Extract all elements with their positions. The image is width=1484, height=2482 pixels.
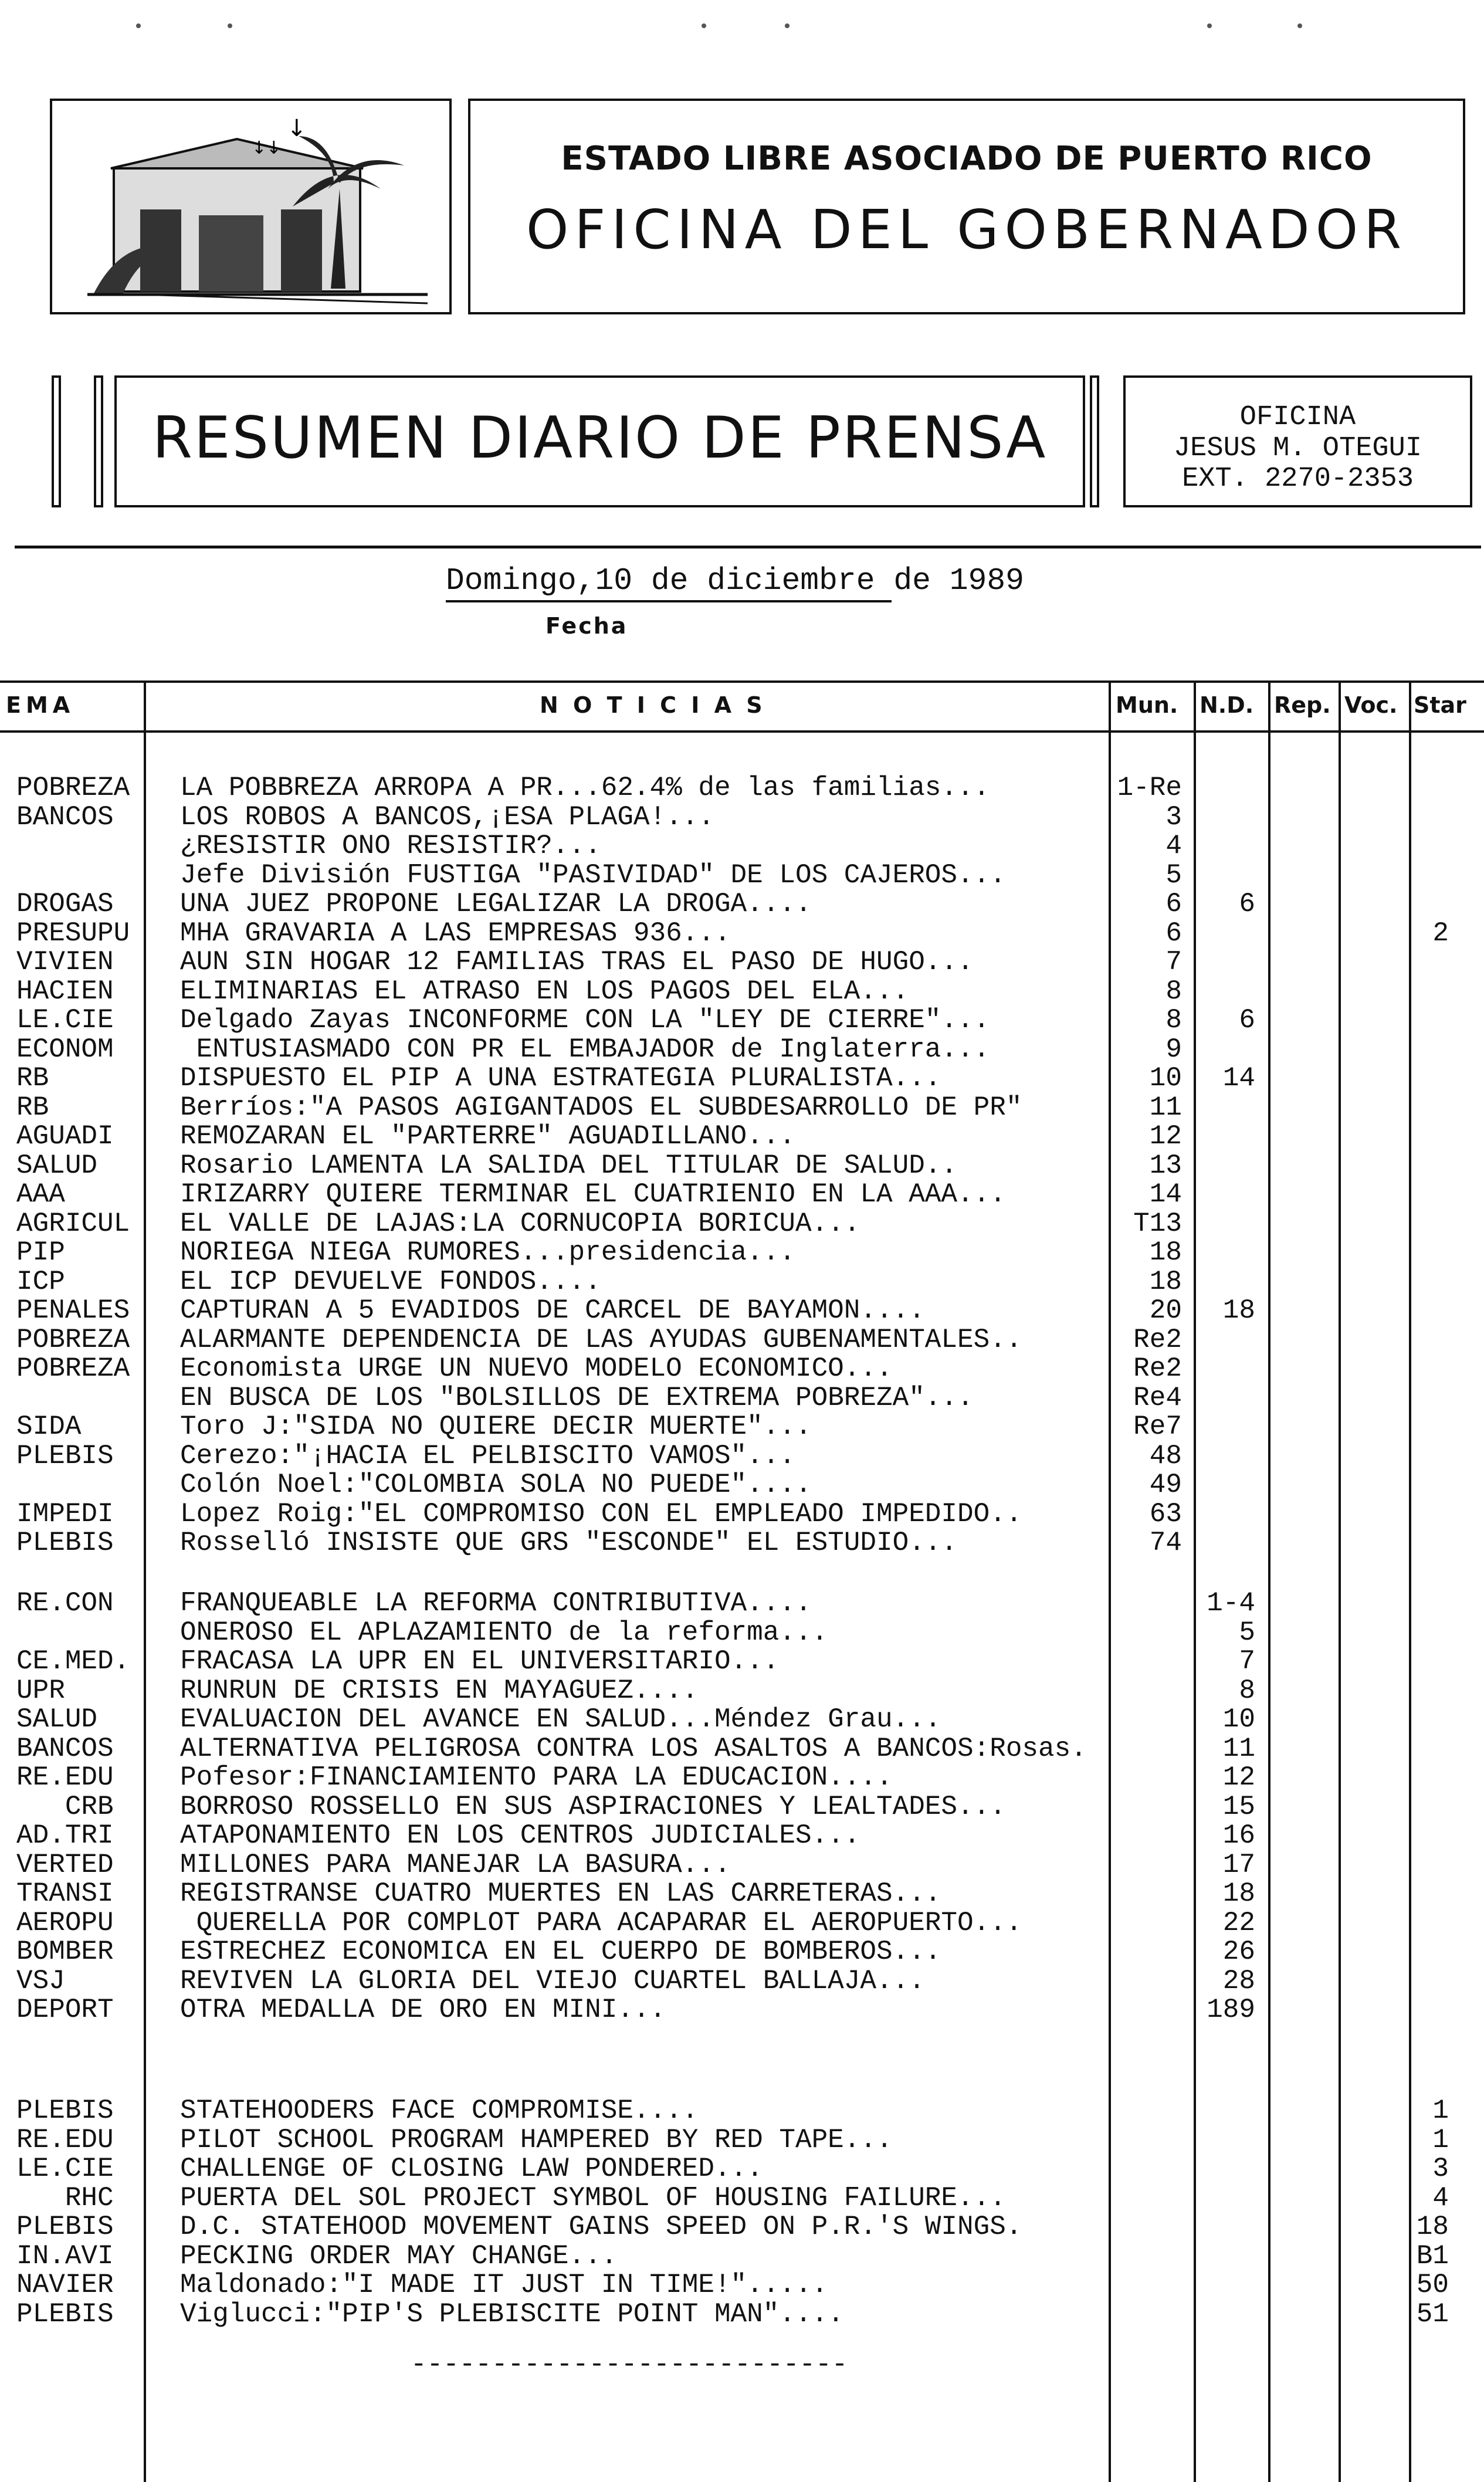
row-mun: 1-Re (1117, 773, 1182, 803)
row-nd: 1-4 (1207, 1588, 1255, 1618)
row-headline: IRIZARRY QUIERE TERMINAR EL CUATRIENIO EN LA AAA... (180, 1179, 1006, 1210)
row-mun: 9 (1165, 1034, 1182, 1065)
row-tema: RHC (16, 2183, 114, 2213)
row-tema: ICP (16, 1267, 65, 1297)
row-star: 4 (1432, 2183, 1449, 2213)
col-header-star: Star (1414, 692, 1466, 718)
row-star: 18 (1416, 2212, 1449, 2242)
row-headline: ATAPONAMIENTO EN LOS CENTROS JUDICIALES... (180, 1820, 860, 1851)
row-star: 51 (1416, 2299, 1449, 2329)
row-tema: AGRICUL (16, 1208, 130, 1239)
row-headline: ESTRECHEZ ECONOMICA EN EL CUERPO DE BOMBEROS... (180, 1936, 941, 1967)
date-value: Domingo,10 de diciembre de 1989 (446, 563, 1024, 598)
row-tema: NAVIER (16, 2270, 114, 2300)
row-nd: 8 (1239, 1675, 1255, 1706)
row-headline: UNA JUEZ PROPONE LEGALIZAR LA DROGA.... (180, 889, 812, 919)
row-headline: Lopez Roig:"EL COMPROMISO CON EL EMPLEADO IMPEDIDO.. (180, 1499, 1022, 1529)
row-tema: LE.CIE (16, 1005, 114, 1035)
row-headline: MILLONES PARA MANEJAR LA BASURA... (180, 1850, 731, 1880)
row-headline: Rosselló INSISTE QUE GRS "ESCONDE" EL ESTUDIO... (180, 1528, 958, 1558)
row-tema: RE.CON (16, 1588, 114, 1618)
header-rule (15, 546, 1481, 548)
row-headline: BORROSO ROSSELLO EN SUS ASPIRACIONES Y LEALTADES... (180, 1792, 1006, 1822)
row-headline: AUN SIN HOGAR 12 FAMILIAS TRAS EL PASO DE HUGO... (180, 947, 974, 977)
row-headline: ¿RESISTIR ONO RESISTIR?... (180, 831, 601, 861)
row-mun: 14 (1149, 1179, 1182, 1210)
col-header-tema: EMA (6, 692, 75, 718)
row-headline: D.C. STATEHOOD MOVEMENT GAINS SPEED ON P.R.'S WINGS. (180, 2212, 1022, 2242)
row-headline: FRACASA LA UPR EN EL UNIVERSITARIO... (180, 1646, 780, 1677)
row-tema: IN.AVI (16, 2241, 114, 2271)
row-tema: PLEBIS (16, 2299, 114, 2329)
col-divider (1339, 680, 1341, 2482)
governor-palace-logo (52, 101, 449, 312)
row-star: 3 (1432, 2153, 1449, 2184)
row-nd: 7 (1239, 1646, 1255, 1677)
row-mun: 63 (1149, 1499, 1182, 1529)
row-tema: LE.CIE (16, 2153, 114, 2184)
col-divider (1409, 680, 1411, 2482)
decor-bar (1090, 375, 1099, 507)
row-star: 2 (1432, 918, 1449, 949)
row-headline: Delgado Zayas INCONFORME CON LA "LEY DE CIERRE"... (180, 1005, 990, 1035)
row-headline: PUERTA DEL SOL PROJECT SYMBOL OF HOUSING FAILURE... (180, 2183, 1006, 2213)
row-headline: ENTUSIASMADO CON PR EL EMBAJADOR de Inglaterra... (180, 1034, 990, 1065)
row-headline: RUNRUN DE CRISIS EN MAYAGUEZ.... (180, 1675, 699, 1706)
svg-text:↓: ↓ (287, 115, 307, 142)
contact-ext: EXT. 2270-2353 (1182, 463, 1414, 495)
row-tema: PLEBIS (16, 1441, 114, 1471)
row-mun: 3 (1165, 802, 1182, 832)
row-tema: RB (16, 1063, 49, 1093)
row-mun: 6 (1165, 918, 1182, 949)
row-tema: VERTED (16, 1850, 114, 1880)
row-headline: EL VALLE DE LAJAS:LA CORNUCOPIA BORICUA... (180, 1208, 860, 1239)
row-star: B1 (1416, 2241, 1449, 2271)
row-headline: EVALUACION DEL AVANCE EN SALUD...Méndez Grau... (180, 1704, 941, 1735)
row-headline: MHA GRAVARIA A LAS EMPRESAS 936... (180, 918, 731, 949)
row-headline: Jefe División FUSTIGA "PASIVIDAD" DE LOS CAJEROS... (180, 860, 1006, 890)
row-mun: 18 (1149, 1267, 1182, 1297)
row-tema: PENALES (16, 1295, 130, 1326)
contact-name: JESUS M. OTEGUI (1173, 433, 1422, 464)
row-mun: 74 (1149, 1528, 1182, 1558)
row-tema: BANCOS (16, 802, 114, 832)
row-tema: VSJ (16, 1966, 65, 1996)
row-nd: 22 (1222, 1908, 1255, 1938)
col-header-noticias: N O T I C I A S (540, 692, 766, 718)
row-headline: ALTERNATIVA PELIGROSA CONTRA LOS ASALTOS A BANCOS:Rosas. (180, 1733, 1087, 1764)
row-star: 1 (1432, 2125, 1449, 2155)
row-tema: AD.TRI (16, 1820, 114, 1851)
footer-rule: --------------------------- (411, 2349, 848, 2380)
row-tema: BOMBER (16, 1936, 114, 1967)
row-headline: EL ICP DEVUELVE FONDOS.... (180, 1267, 601, 1297)
table-header-rule (0, 730, 1484, 733)
row-tema: DROGAS (16, 889, 114, 919)
row-tema: SIDA (16, 1411, 82, 1442)
row-tema: POBREZA (16, 1353, 130, 1384)
row-headline: LA POBBREZA ARROPA A PR...62.4% de las familias... (180, 773, 990, 803)
row-mun: Re7 (1133, 1411, 1182, 1442)
row-headline: CAPTURAN A 5 EVADIDOS DE CARCEL DE BAYAMON.... (180, 1295, 925, 1326)
row-headline: Colón Noel:"COLOMBIA SOLA NO PUEDE".... (180, 1469, 812, 1500)
svg-text:↓↓: ↓↓ (252, 138, 282, 158)
state-name: ESTADO LIBRE ASOCIADO DE PUERTO RICO (561, 140, 1373, 178)
decor-bar (94, 375, 103, 507)
row-headline: LOS ROBOS A BANCOS,¡ESA PLAGA!... (180, 802, 714, 832)
col-header-rep: Rep. (1274, 692, 1331, 718)
row-tema: BANCOS (16, 1733, 114, 1764)
office-name: OFICINA DEL GOBERNADOR (526, 198, 1408, 261)
date-underline (446, 600, 892, 602)
row-nd: 10 (1222, 1704, 1255, 1735)
row-tema: AEROPU (16, 1908, 114, 1938)
row-tema: RE.EDU (16, 2125, 114, 2155)
report-title: RESUMEN DIARIO DE PRENSA (152, 405, 1048, 472)
row-headline: Viglucci:"PIP'S PLEBISCITE POINT MAN".... (180, 2299, 844, 2329)
col-header-nd: N.D. (1200, 692, 1254, 718)
row-headline: QUERELLA POR COMPLOT PARA ACAPARAR EL AEROPUERTO... (180, 1908, 1022, 1938)
date-label: Fecha (546, 613, 628, 639)
row-headline: FRANQUEABLE LA REFORMA CONTRIBUTIVA.... (180, 1588, 812, 1618)
row-headline: Toro J:"SIDA NO QUIERE DECIR MUERTE"... (180, 1411, 812, 1442)
row-headline: PECKING ORDER MAY CHANGE... (180, 2241, 618, 2271)
row-headline: STATEHOODERS FACE COMPROMISE.... (180, 2095, 699, 2126)
row-tema: PRESUPU (16, 918, 130, 949)
row-nd: 189 (1207, 1995, 1255, 2025)
col-divider (1194, 680, 1196, 2482)
row-headline: CHALLENGE OF CLOSING LAW PONDERED... (180, 2153, 763, 2184)
row-mun: 10 (1149, 1063, 1182, 1093)
row-tema: TRANSI (16, 1878, 114, 1909)
row-mun: 13 (1149, 1150, 1182, 1181)
row-headline: Cerezo:"¡HACIA EL PELBISCITO VAMOS"... (180, 1441, 795, 1471)
col-header-voc: Voc. (1344, 692, 1398, 718)
row-headline: Pofesor:FINANCIAMIENTO PARA LA EDUCACION.... (180, 1762, 893, 1793)
row-tema: ECONOM (16, 1034, 114, 1065)
row-tema: POBREZA (16, 773, 130, 803)
row-headline: OTRA MEDALLA DE ORO EN MINI... (180, 1995, 666, 2025)
row-headline: PILOT SCHOOL PROGRAM HAMPERED BY RED TAPE... (180, 2125, 893, 2155)
row-nd: 18 (1222, 1295, 1255, 1326)
row-headline: REGISTRANSE CUATRO MUERTES EN LAS CARRETERAS... (180, 1878, 941, 1909)
row-tema: PIP (16, 1237, 65, 1268)
row-tema: CRB (16, 1792, 114, 1822)
row-mun: Re2 (1133, 1353, 1182, 1384)
decor-bar (52, 375, 61, 507)
row-tema: CE.MED. (16, 1646, 130, 1677)
row-mun: 12 (1149, 1121, 1182, 1152)
row-tema: PLEBIS (16, 2095, 114, 2126)
row-tema: SALUD (16, 1704, 98, 1735)
row-nd: 14 (1222, 1063, 1255, 1093)
row-headline: ONEROSO EL APLAZAMIENTO de la reforma... (180, 1617, 828, 1648)
row-nd: 6 (1239, 889, 1255, 919)
row-headline: Rosario LAMENTA LA SALIDA DEL TITULAR DE SALUD.. (180, 1150, 958, 1181)
row-mun: 8 (1165, 1005, 1182, 1035)
row-nd: 15 (1222, 1792, 1255, 1822)
row-nd: 11 (1222, 1733, 1255, 1764)
row-tema: SALUD (16, 1150, 98, 1181)
row-headline: DISPUESTO EL PIP A UNA ESTRATEGIA PLURALISTA... (180, 1063, 941, 1093)
col-divider (1109, 680, 1111, 2482)
row-mun: Re2 (1133, 1325, 1182, 1355)
row-headline: REVIVEN LA GLORIA DEL VIEJO CUARTEL BALLAJA... (180, 1966, 925, 1996)
row-tema: VIVIEN (16, 947, 114, 977)
row-tema: AGUADI (16, 1121, 114, 1152)
row-headline: Maldonado:"I MADE IT JUST IN TIME!"..... (180, 2270, 828, 2300)
contact-office: OFICINA (1239, 402, 1356, 433)
row-tema: IMPEDI (16, 1499, 114, 1529)
row-nd: 6 (1239, 1005, 1255, 1035)
row-nd: 26 (1222, 1936, 1255, 1967)
row-nd: 17 (1222, 1850, 1255, 1880)
row-headline: Economista URGE UN NUEVO MODELO ECONOMICO... (180, 1353, 893, 1384)
row-tema: UPR (16, 1675, 65, 1706)
row-nd: 5 (1239, 1617, 1255, 1648)
row-headline: ALARMANTE DEPENDENCIA DE LAS AYUDAS GUBENAMENTALES.. (180, 1325, 1022, 1355)
row-star: 1 (1432, 2095, 1449, 2126)
row-mun: T13 (1133, 1208, 1182, 1239)
row-mun: 7 (1165, 947, 1182, 977)
row-nd: 16 (1222, 1820, 1255, 1851)
row-nd: 28 (1222, 1966, 1255, 1996)
row-mun: 8 (1165, 976, 1182, 1007)
row-mun: 49 (1149, 1469, 1182, 1500)
table-top-rule (0, 680, 1484, 683)
row-headline: NORIEGA NIEGA RUMORES...presidencia... (180, 1237, 795, 1268)
row-mun: Re4 (1133, 1383, 1182, 1413)
row-headline: Berríos:"A PASOS AGIGANTADOS EL SUBDESARROLLO DE PR" (180, 1092, 1022, 1123)
row-tema: PLEBIS (16, 1528, 114, 1558)
row-mun: 18 (1149, 1237, 1182, 1268)
row-star: 50 (1416, 2270, 1449, 2300)
col-divider (1268, 680, 1270, 2482)
row-headline: REMOZARAN EL "PARTERRE" AGUADILLANO... (180, 1121, 795, 1152)
col-divider (144, 680, 146, 2482)
row-tema: RB (16, 1092, 49, 1123)
row-tema: HACIEN (16, 976, 114, 1007)
row-mun: 6 (1165, 889, 1182, 919)
row-mun: 5 (1165, 860, 1182, 890)
row-mun: 11 (1149, 1092, 1182, 1123)
row-tema: PLEBIS (16, 2212, 114, 2242)
row-headline: EN BUSCA DE LOS "BOLSILLOS DE EXTREMA POBREZA"... (180, 1383, 974, 1413)
row-tema: RE.EDU (16, 1762, 114, 1793)
col-header-mun: Mun. (1116, 692, 1178, 718)
row-mun: 48 (1149, 1441, 1182, 1471)
row-nd: 18 (1222, 1878, 1255, 1909)
row-mun: 4 (1165, 831, 1182, 861)
row-nd: 12 (1222, 1762, 1255, 1793)
row-tema: POBREZA (16, 1325, 130, 1355)
logo-box (50, 99, 452, 314)
row-tema: AAA (16, 1179, 65, 1210)
row-mun: 20 (1149, 1295, 1182, 1326)
row-headline: ELIMINARIAS EL ATRASO EN LOS PAGOS DEL ELA... (180, 976, 909, 1007)
row-tema: DEPORT (16, 1995, 114, 2025)
